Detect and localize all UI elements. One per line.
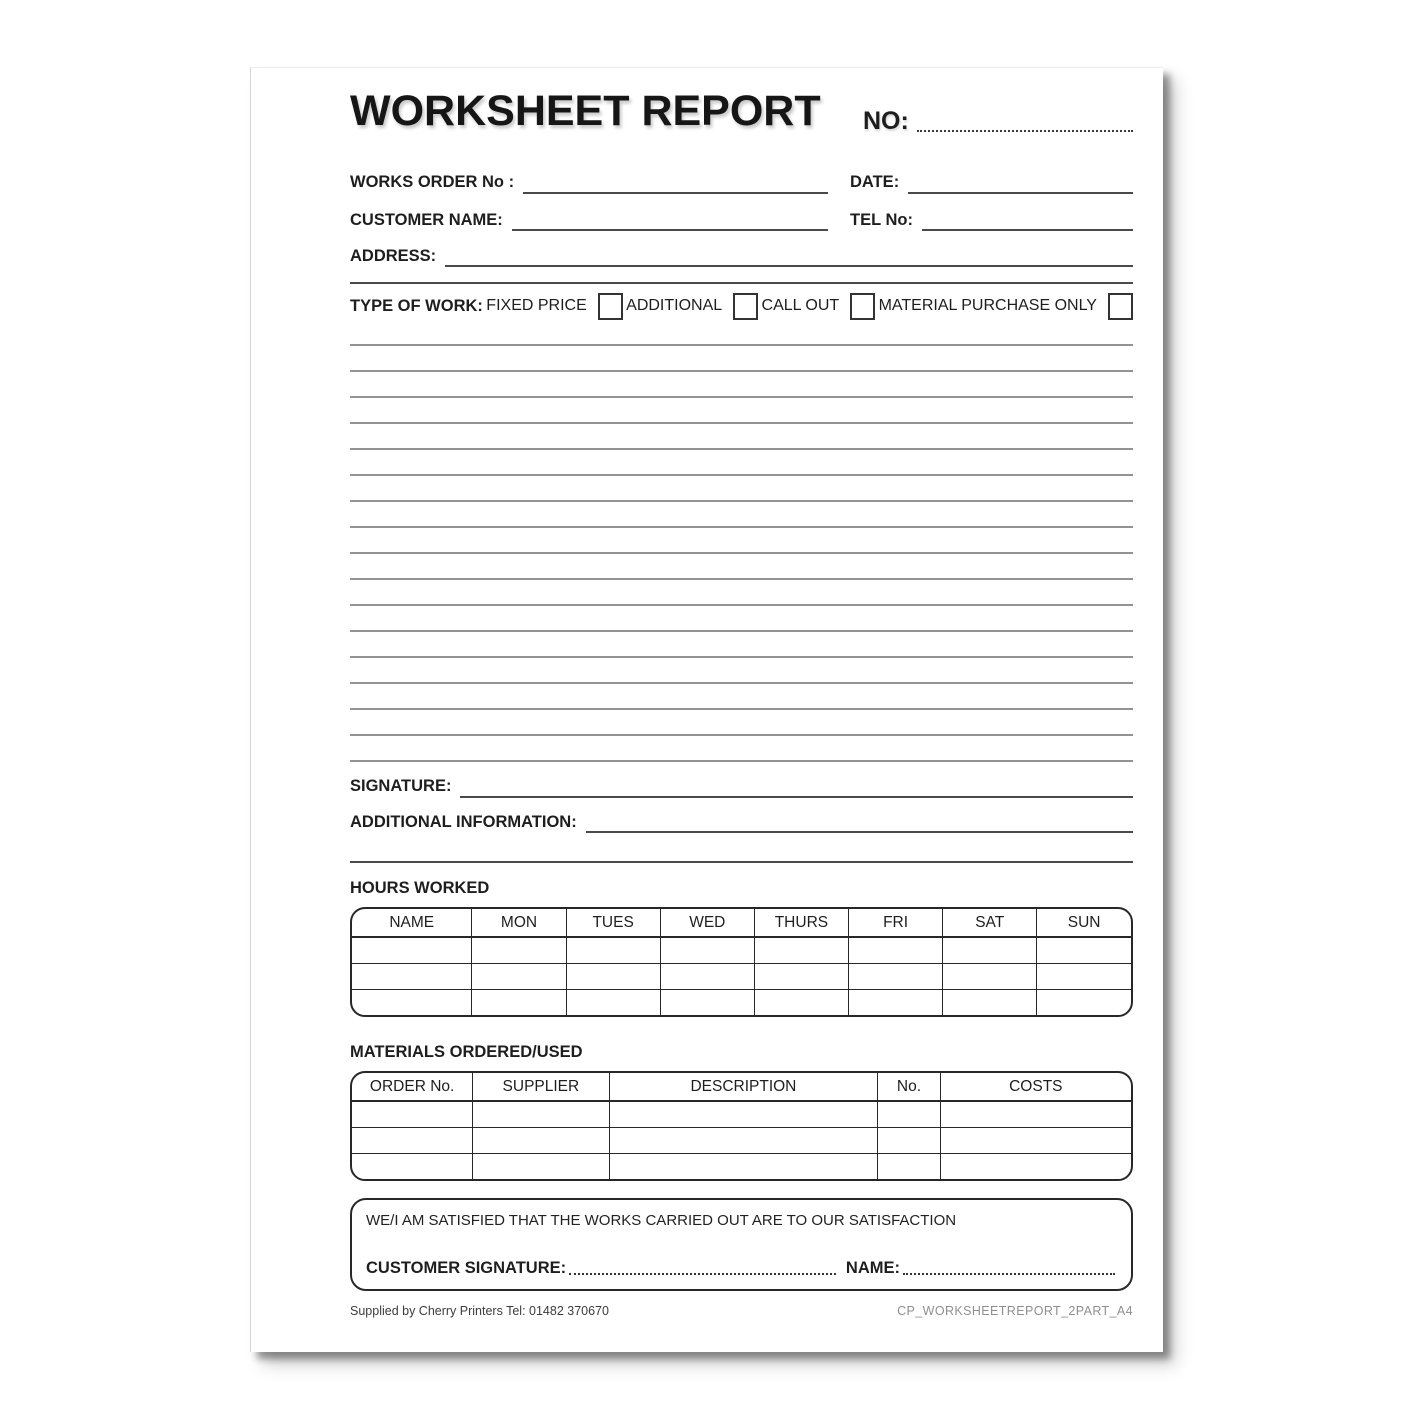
work-type-option-label: MATERIAL PURCHASE ONLY	[878, 297, 1097, 315]
table-cell[interactable]	[472, 989, 566, 1015]
hours-worked-table	[352, 909, 1131, 1015]
customer-tel-row	[350, 210, 1133, 231]
tel-no-label: TEL No:	[850, 210, 913, 229]
table-cell[interactable]	[878, 1127, 940, 1153]
notes-line[interactable]	[350, 476, 1133, 502]
tel-no-input-line[interactable]	[922, 211, 1133, 231]
table-cell[interactable]	[352, 937, 472, 963]
hours-worked-table-wrap	[350, 907, 1133, 1017]
name-label: NAME:	[845, 1259, 900, 1278]
table-cell[interactable]	[609, 1127, 878, 1153]
notes-line[interactable]	[350, 372, 1133, 398]
notes-line[interactable]	[350, 554, 1133, 580]
notes-line[interactable]	[350, 398, 1133, 424]
work-type-option	[879, 293, 1133, 320]
notes-line[interactable]	[350, 658, 1133, 684]
table-cell[interactable]	[473, 1127, 609, 1153]
table-row	[352, 1127, 1131, 1153]
notes-line[interactable]	[350, 320, 1133, 346]
notes-line[interactable]	[350, 736, 1133, 762]
table-cell[interactable]	[566, 937, 660, 963]
table-cell[interactable]	[943, 989, 1037, 1015]
column-header: MON	[472, 909, 566, 937]
table-cell[interactable]	[940, 1153, 1131, 1179]
table-cell[interactable]	[566, 963, 660, 989]
table-cell[interactable]	[352, 1101, 473, 1127]
customer-signature-row	[366, 1259, 1115, 1278]
footer	[350, 1304, 1133, 1318]
table-cell[interactable]	[878, 1153, 940, 1179]
materials-table	[352, 1073, 1131, 1179]
column-header: FRI	[848, 909, 942, 937]
table-cell[interactable]	[472, 963, 566, 989]
table-cell[interactable]	[848, 989, 942, 1015]
materials-heading: MATERIALS ORDERED/USED	[350, 1043, 583, 1062]
signature-input-line[interactable]	[460, 778, 1133, 798]
customer-signature-input-line[interactable]	[569, 1265, 836, 1275]
work-type-checkbox[interactable]	[850, 293, 875, 320]
header	[350, 89, 1133, 134]
hours-worked-heading: HOURS WORKED	[350, 879, 490, 898]
table-cell[interactable]	[1037, 963, 1131, 989]
work-type-option-label: CALL OUT	[761, 297, 840, 315]
column-header: SUPPLIER	[473, 1073, 609, 1101]
column-header: COSTS	[940, 1073, 1131, 1101]
work-type-option	[626, 293, 758, 320]
table-cell[interactable]	[609, 1153, 878, 1179]
table-cell[interactable]	[660, 963, 754, 989]
works-order-date-row	[350, 172, 1133, 193]
notes-line[interactable]	[350, 606, 1133, 632]
materials-table-wrap	[350, 1071, 1133, 1181]
work-type-option	[486, 293, 622, 320]
table-cell[interactable]	[473, 1101, 609, 1127]
table-row	[352, 989, 1131, 1015]
table-cell[interactable]	[754, 963, 848, 989]
address-input-line-2[interactable]	[350, 282, 1133, 284]
no-input-line[interactable]	[917, 122, 1133, 132]
type-of-work-label: TYPE OF WORK:	[350, 296, 483, 315]
table-cell[interactable]	[473, 1153, 609, 1179]
additional-information-input-line-2[interactable]	[350, 861, 1133, 863]
column-header: TUES	[566, 909, 660, 937]
footer-code: CP_WORKSHEETREPORT_2PART_A4	[897, 1304, 1133, 1319]
table-cell[interactable]	[352, 989, 472, 1015]
table-cell[interactable]	[943, 963, 1037, 989]
satisfaction-box	[350, 1198, 1133, 1291]
report-number-field	[863, 109, 1133, 134]
column-header: THURS	[754, 909, 848, 937]
column-header: No.	[878, 1073, 940, 1101]
signature-label: SIGNATURE:	[350, 777, 452, 796]
additional-information-label: ADDITIONAL INFORMATION:	[350, 812, 577, 831]
table-cell[interactable]	[940, 1127, 1131, 1153]
work-type-checkbox[interactable]	[598, 293, 623, 320]
column-header: DESCRIPTION	[609, 1073, 878, 1101]
work-type-checkbox[interactable]	[1108, 293, 1133, 320]
customer-name-input-line[interactable]	[512, 211, 828, 231]
table-cell[interactable]	[352, 963, 472, 989]
notes-line[interactable]	[350, 632, 1133, 658]
table-cell[interactable]	[472, 937, 566, 963]
table-row	[352, 1101, 1131, 1127]
notes-line[interactable]	[350, 502, 1133, 528]
table-row	[352, 963, 1131, 989]
table-cell[interactable]	[754, 937, 848, 963]
table-cell[interactable]	[943, 937, 1037, 963]
worksheet-page	[250, 67, 1163, 1352]
notes-line[interactable]	[350, 424, 1133, 450]
notes-line[interactable]	[350, 450, 1133, 476]
notes-line[interactable]	[350, 346, 1133, 372]
column-header: WED	[660, 909, 754, 937]
works-order-input-line[interactable]	[523, 174, 828, 194]
table-cell[interactable]	[848, 937, 942, 963]
works-order-label: WORKS ORDER No :	[350, 173, 515, 192]
address-label: ADDRESS:	[350, 247, 437, 266]
notes-line[interactable]	[350, 528, 1133, 554]
table-cell[interactable]	[754, 989, 848, 1015]
notes-line[interactable]	[350, 580, 1133, 606]
address-input-line[interactable]	[445, 247, 1133, 267]
work-type-option-label: ADDITIONAL	[626, 297, 723, 315]
table-cell[interactable]	[1037, 937, 1131, 963]
work-notes-area	[350, 320, 1133, 762]
table-cell[interactable]	[878, 1101, 940, 1127]
name-input-line[interactable]	[903, 1265, 1115, 1275]
table-cell[interactable]	[660, 937, 754, 963]
date-label: DATE:	[850, 173, 900, 192]
table-cell[interactable]	[1037, 989, 1131, 1015]
footer-supplier: Supplied by Cherry Printers Tel: 01482 370670	[350, 1304, 609, 1319]
table-cell[interactable]	[609, 1101, 878, 1127]
column-header: NAME	[352, 909, 472, 937]
table-cell[interactable]	[940, 1101, 1131, 1127]
customer-signature-label: CUSTOMER SIGNATURE:	[366, 1259, 567, 1278]
table-cell[interactable]	[352, 1153, 473, 1179]
page-title: WORKSHEET REPORT	[350, 87, 821, 135]
table-row	[352, 1153, 1131, 1179]
column-header: SUN	[1037, 909, 1131, 937]
address-row	[350, 246, 1133, 267]
work-type-checkbox[interactable]	[733, 293, 758, 320]
signature-row	[350, 776, 1133, 797]
table-cell[interactable]	[352, 1127, 473, 1153]
table-cell[interactable]	[848, 963, 942, 989]
table-cell[interactable]	[660, 989, 754, 1015]
table-header-row	[352, 909, 1131, 937]
notes-line[interactable]	[350, 710, 1133, 736]
column-header: ORDER No.	[352, 1073, 473, 1101]
column-header: SAT	[943, 909, 1037, 937]
work-type-option-label: FIXED PRICE	[486, 297, 587, 315]
date-input-line[interactable]	[908, 174, 1133, 194]
work-type-option	[762, 293, 876, 320]
satisfaction-statement: WE/I AM SATISFIED THAT THE WORKS CARRIED OUT ARE TO OUR SATISFACTION	[366, 1212, 957, 1230]
no-label: NO:	[863, 107, 909, 136]
table-cell[interactable]	[566, 989, 660, 1015]
additional-information-input-line[interactable]	[586, 813, 1133, 833]
type-of-work-row	[350, 292, 1133, 320]
table-header-row	[352, 1073, 1131, 1101]
additional-information-row	[350, 812, 1133, 833]
customer-name-label: CUSTOMER NAME:	[350, 210, 503, 229]
table-row	[352, 937, 1131, 963]
notes-line[interactable]	[350, 684, 1133, 710]
